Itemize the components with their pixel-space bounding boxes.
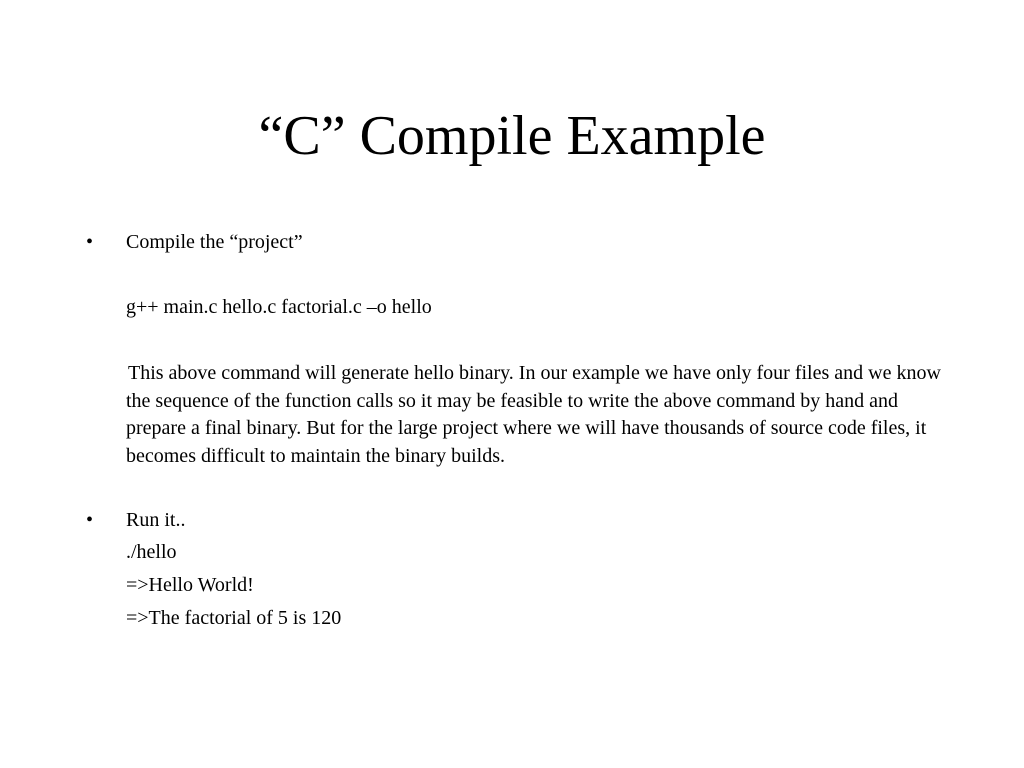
explanation-paragraph: This above command will generate hello binary. In our example we have only four files and we know the sequence of the function calls so it may be feasible to write the above command by hand and prepare a final binary. But for the large project where we will have thousands of source code files, it becomes difficult to maintain the binary builds. (126, 362, 941, 467)
bullet-run-it: Run it.. (126, 509, 186, 531)
compile-command: g++ main.c hello.c factorial.c –o hello (126, 296, 432, 318)
bullet-marker: • (86, 509, 94, 531)
run-command: ./hello (126, 541, 177, 563)
output-factorial: =>The factorial of 5 is 120 (126, 607, 342, 629)
output-hello-world: =>Hello World! (126, 574, 254, 596)
bullet-marker: • (86, 231, 94, 253)
slide-title: “C” Compile Example (258, 105, 766, 167)
bullet-compile-project: Compile the “project” (126, 231, 303, 253)
